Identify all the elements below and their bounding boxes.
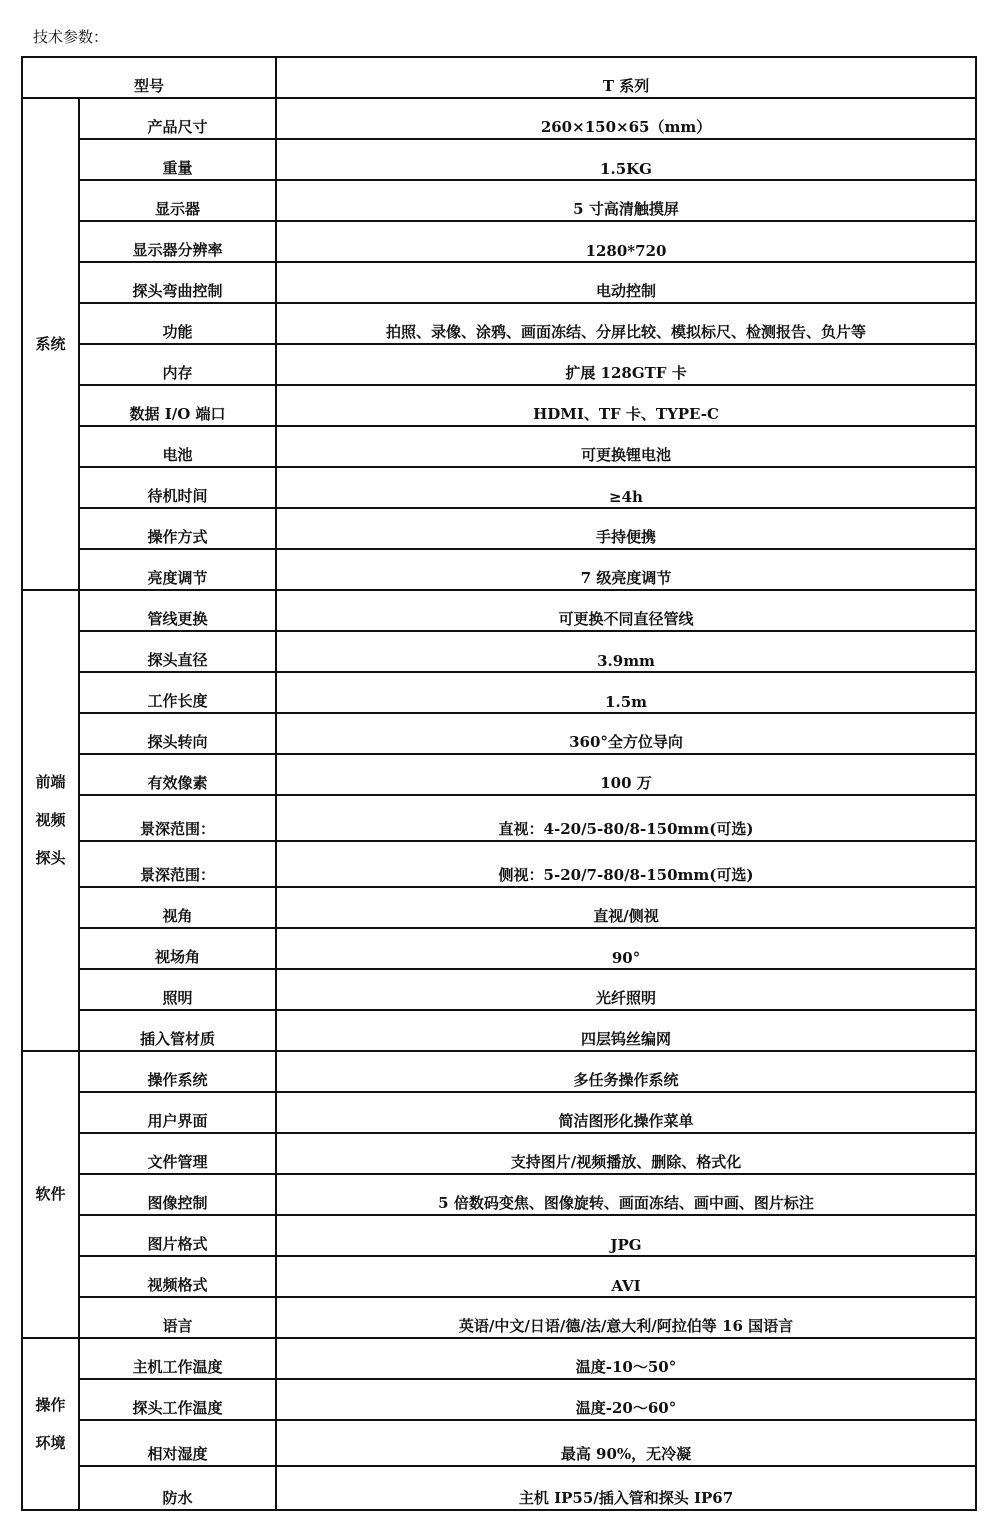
param-value: 英语/中文/日语/德/法/意大利/阿拉伯等 16 国语言 (276, 1297, 976, 1338)
group-environment-label (22, 1338, 79, 1510)
param-value: HDMI、TF 卡、TYPE-C (276, 385, 976, 426)
param-value: 温度-10～50° (276, 1338, 976, 1379)
param-name: 景深范围： (79, 795, 276, 841)
group-software-label (22, 1051, 79, 1338)
spec-row (22, 98, 976, 139)
param-name: 视场角 (79, 928, 276, 969)
param-name: 有效像素 (79, 754, 276, 795)
spec-row (22, 1215, 976, 1256)
param-value: 1280*720 (276, 221, 976, 262)
param-name: 相对湿度 (79, 1420, 276, 1466)
param-value: 简洁图形化操作菜单 (276, 1092, 976, 1133)
param-name: 工作长度 (79, 672, 276, 713)
param-value: 90° (276, 928, 976, 969)
param-name: 探头转向 (79, 713, 276, 754)
param-value: 拍照、录像、涂鸦、画面冻结、分屏比较、模拟标尺、检测报告、负片等 (276, 303, 976, 344)
param-name: 图片格式 (79, 1215, 276, 1256)
spec-row (22, 1092, 976, 1133)
group-label-line: 系统 (35, 334, 66, 353)
param-name: 数据 I/O 端口 (79, 385, 276, 426)
spec-row (22, 795, 976, 841)
param-name: 视角 (79, 887, 276, 928)
spec-row (22, 1051, 976, 1092)
param-name: 景深范围： (79, 841, 276, 887)
spec-row (22, 221, 976, 262)
param-name: 照明 (79, 969, 276, 1010)
spec-row (22, 672, 976, 713)
group-label-line: 探头 (35, 849, 66, 867)
param-value: AVI (276, 1256, 976, 1297)
series-label: T 系列 (276, 57, 976, 98)
param-value: 100 万 (276, 754, 976, 795)
spec-row (22, 754, 976, 795)
spec-row (22, 262, 976, 303)
group-label-line: 软件 (35, 1185, 66, 1203)
param-value: 直视：4-20/5-80/8-150mm(可选) (276, 795, 976, 841)
param-value: 主机 IP55/插入管和探头 IP67 (276, 1466, 976, 1510)
param-name: 显示器分辨率 (79, 221, 276, 262)
spec-row (22, 887, 976, 928)
spec-row (22, 1256, 976, 1297)
param-name: 待机时间 (79, 467, 276, 508)
param-name: 图像控制 (79, 1174, 276, 1215)
header-row (22, 57, 976, 98)
param-name: 内存 (79, 344, 276, 385)
param-value: JPG (276, 1215, 976, 1256)
spec-row (22, 631, 976, 672)
param-name: 语言 (79, 1297, 276, 1338)
param-value: 最高 90%，无冷凝 (276, 1420, 976, 1466)
spec-row (22, 928, 976, 969)
spec-row (22, 549, 976, 590)
spec-row (22, 590, 976, 631)
param-value: 1.5m (276, 672, 976, 713)
spec-row (22, 508, 976, 549)
param-name: 插入管材质 (79, 1010, 276, 1051)
param-name: 探头工作温度 (79, 1379, 276, 1420)
param-value: 可更换不同直径管线 (276, 590, 976, 631)
spec-row (22, 139, 976, 180)
param-name: 重量 (79, 139, 276, 180)
group-label-line: 前端 (35, 773, 66, 791)
param-value: 侧视：5-20/7-80/8-150mm(可选) (276, 841, 976, 887)
param-value: 360°全方位导向 (276, 713, 976, 754)
group-label-line: 环境 (35, 1433, 66, 1452)
group-label-line: 视频 (35, 811, 66, 829)
param-name: 显示器 (79, 180, 276, 221)
param-value: ≥4h (276, 467, 976, 508)
param-value: 1.5KG (276, 139, 976, 180)
spec-row (22, 841, 976, 887)
param-value: 支持图片/视频播放、删除、格式化 (276, 1133, 976, 1174)
spec-row (22, 969, 976, 1010)
param-name: 视频格式 (79, 1256, 276, 1297)
spec-row (22, 1010, 976, 1051)
spec-row (22, 467, 976, 508)
param-name: 防水 (79, 1466, 276, 1510)
param-value: 7 级亮度调节 (276, 549, 976, 590)
param-name: 管线更换 (79, 590, 276, 631)
spec-row (22, 1379, 976, 1420)
param-value: 5 寸高清触摸屏 (276, 180, 976, 221)
param-name: 探头弯曲控制 (79, 262, 276, 303)
param-name: 操作系统 (79, 1051, 276, 1092)
spec-row (22, 1420, 976, 1466)
param-value: 四层钨丝编网 (276, 1010, 976, 1051)
spec-row (22, 180, 976, 221)
param-value: 手持便携 (276, 508, 976, 549)
param-value: 扩展 128GTF 卡 (276, 344, 976, 385)
spec-row (22, 1297, 976, 1338)
param-value: 温度-20～60° (276, 1379, 976, 1420)
spec-row (22, 1466, 976, 1510)
param-value: 光纤照明 (276, 969, 976, 1010)
spec-table (21, 56, 977, 1511)
spec-row (22, 344, 976, 385)
param-name: 文件管理 (79, 1133, 276, 1174)
spec-row (22, 385, 976, 426)
spec-row (22, 426, 976, 467)
param-name: 电池 (79, 426, 276, 467)
model-label: 型号 (22, 57, 276, 98)
spec-row (22, 1133, 976, 1174)
param-value: 电动控制 (276, 262, 976, 303)
param-value: 可更换锂电池 (276, 426, 976, 467)
group-system-label (22, 98, 79, 590)
spec-row (22, 1174, 976, 1215)
page-heading: 技术参数： (33, 28, 109, 46)
param-value: 5 倍数码变焦、图像旋转、画面冻结、画中画、图片标注 (276, 1174, 976, 1215)
param-name: 探头直径 (79, 631, 276, 672)
param-name: 主机工作温度 (79, 1338, 276, 1379)
param-name: 产品尺寸 (79, 98, 276, 139)
spec-row (22, 1338, 976, 1379)
param-value: 直视/侧视 (276, 887, 976, 928)
param-value: 3.9mm (276, 631, 976, 672)
param-name: 功能 (79, 303, 276, 344)
group-label-line: 操作 (35, 1395, 66, 1414)
group-probe-label (22, 590, 79, 1051)
spec-row (22, 303, 976, 344)
param-value: 260×150×65（mm） (276, 98, 976, 139)
param-value: 多任务操作系统 (276, 1051, 976, 1092)
param-name: 操作方式 (79, 508, 276, 549)
param-name: 亮度调节 (79, 549, 276, 590)
param-name: 用户界面 (79, 1092, 276, 1133)
spec-row (22, 713, 976, 754)
